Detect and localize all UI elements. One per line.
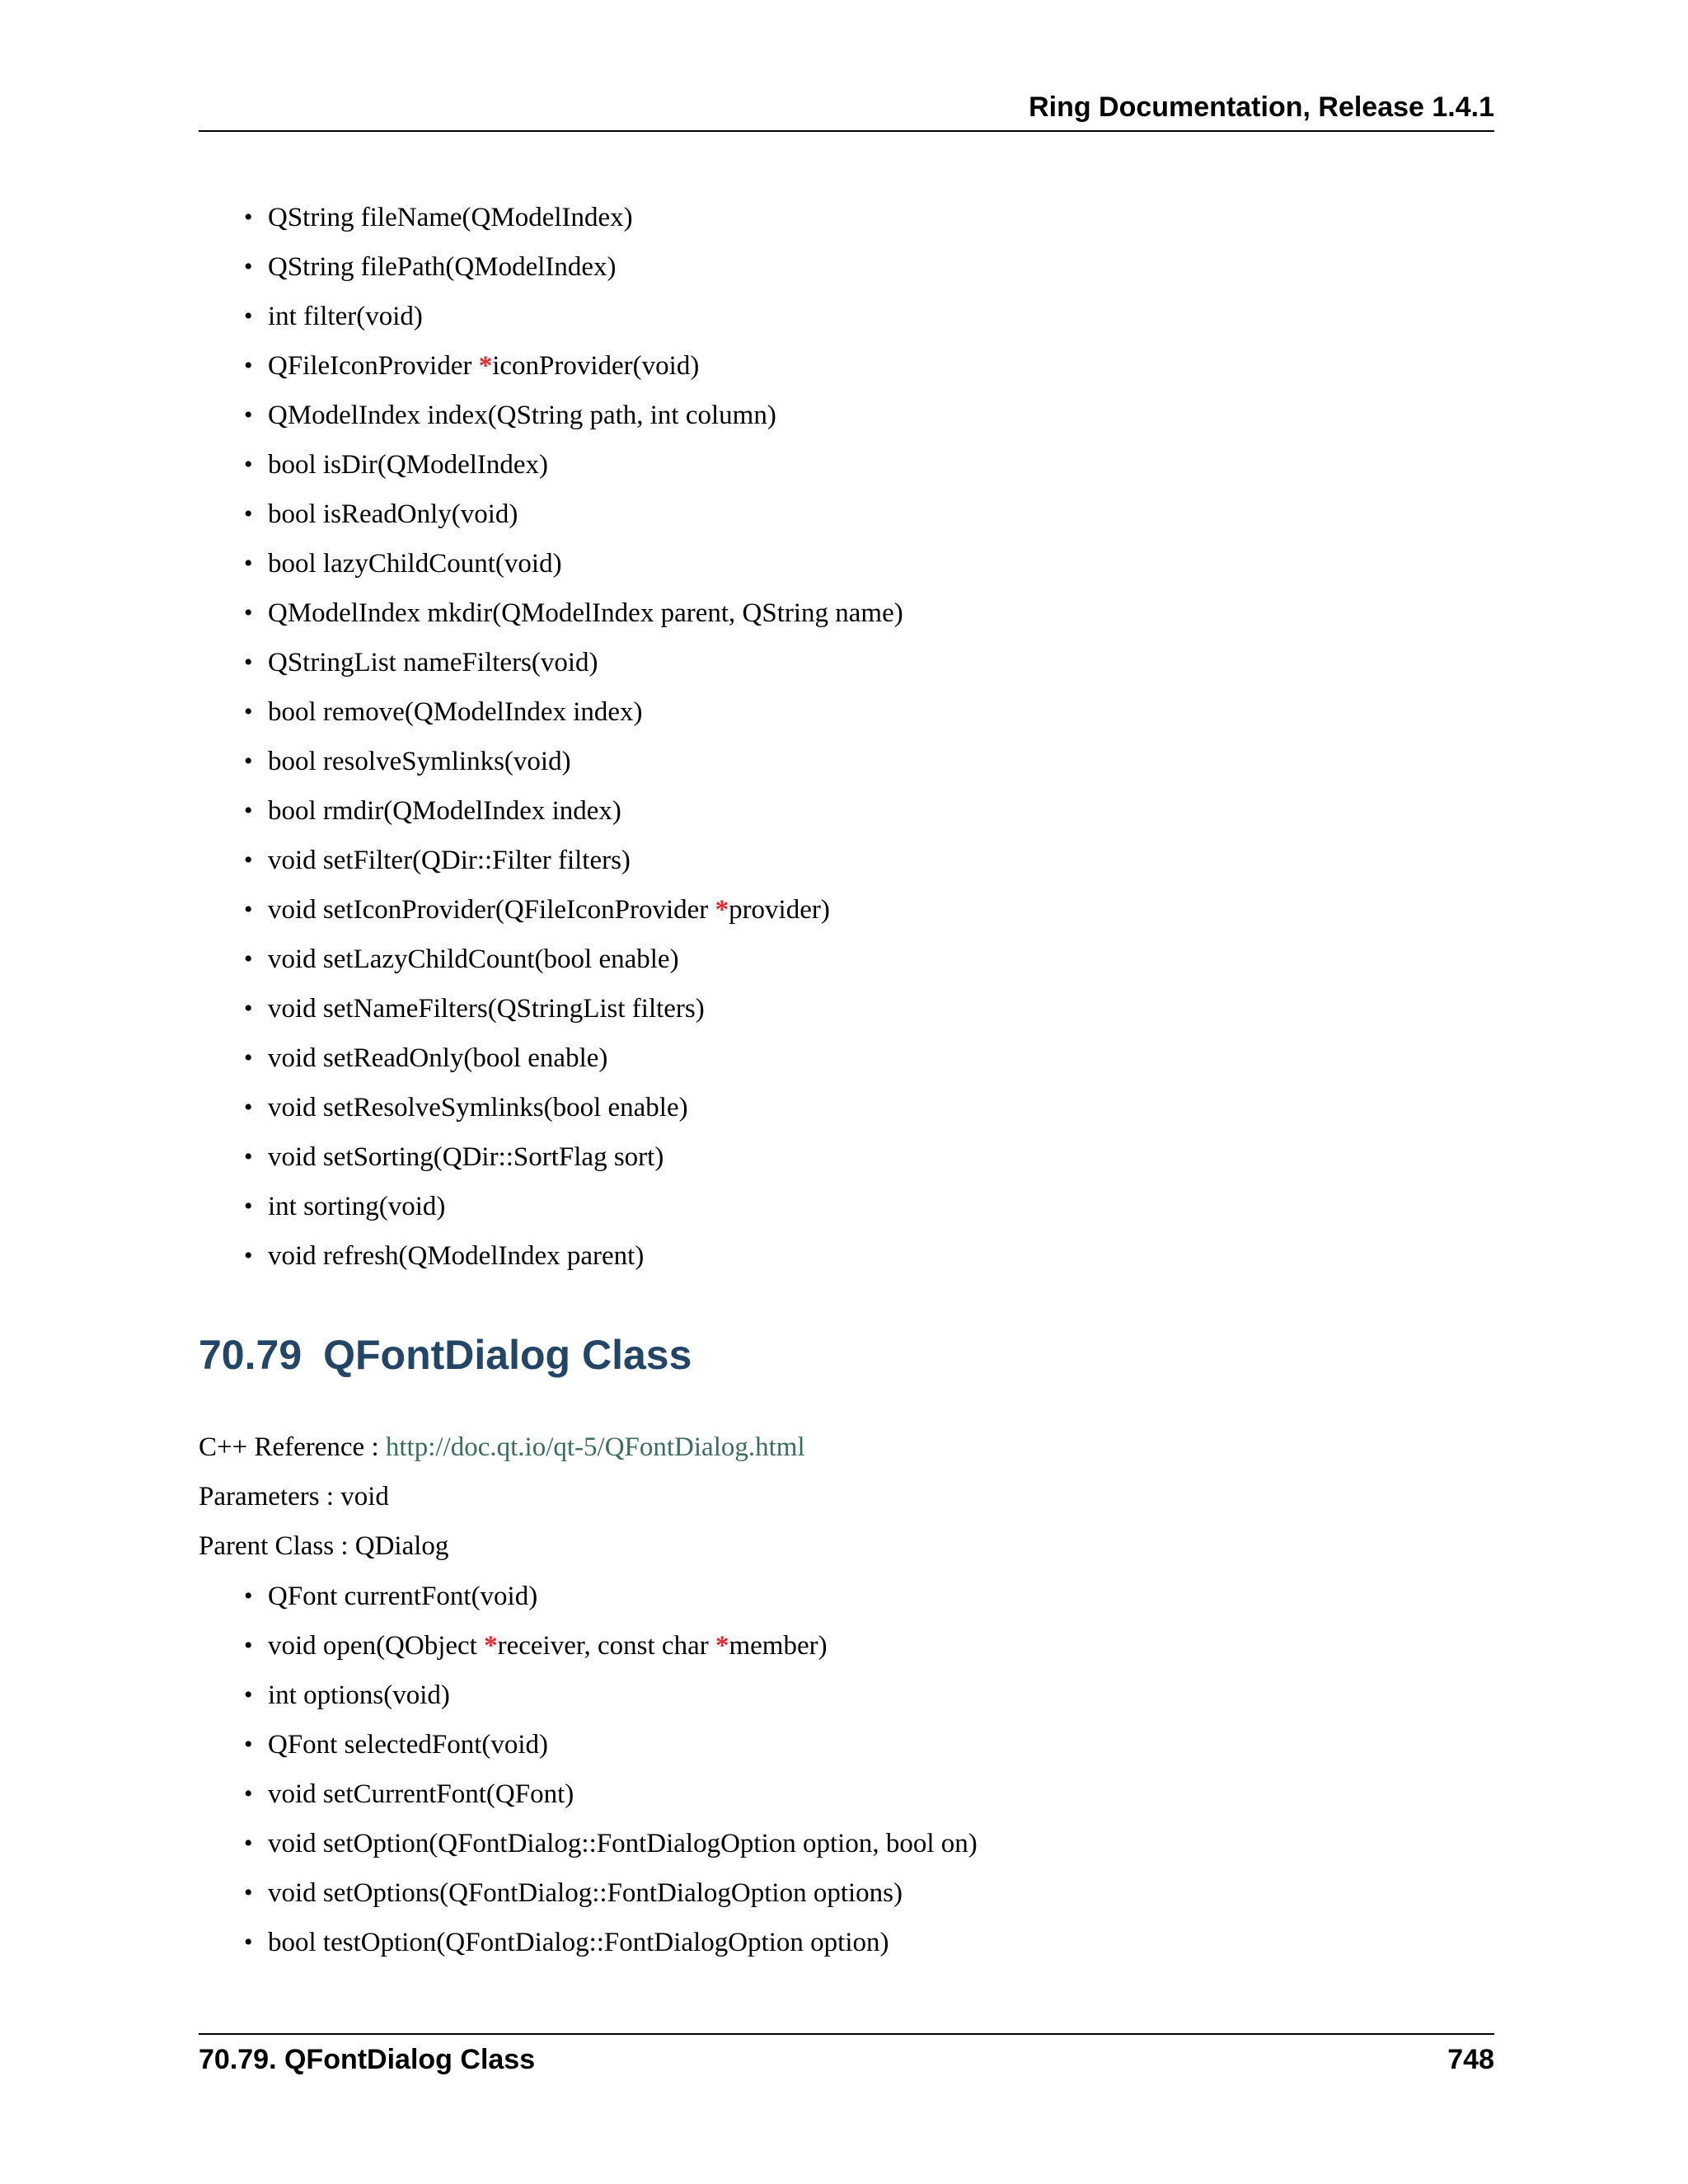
pointer-asterisk: * [715,1631,729,1661]
method-text: void setReadOnly(bool enable) [268,1043,608,1073]
bullet-icon: • [244,797,253,824]
cpp-reference-link[interactable]: http://doc.qt.io/qt-5/QFontDialog.html [385,1432,805,1462]
bullet-icon: • [244,1242,253,1269]
method-item [199,1671,978,1720]
qfilesystemmodel-method-list [199,193,903,1281]
method-text: QModelIndex index(QString path, int column) [268,401,776,430]
method-text: int options(void) [268,1680,450,1710]
pointer-asterisk: * [484,1631,498,1661]
method-text: bool remove(QModelIndex index) [268,697,643,727]
page-footer [199,2033,1494,2075]
method-item [199,1621,978,1671]
cpp-reference-line [199,1422,805,1472]
method-item [199,1918,978,1967]
qfontdialog-method-list [199,1572,978,1967]
method-text: bool lazyChildCount(void) [268,549,562,579]
method-item [199,1231,903,1281]
method-item [199,1132,903,1182]
method-item [199,836,903,885]
method-item [199,193,903,242]
method-text: int filter(void) [268,302,423,331]
method-text: void setCurrentFont(QFont) [268,1779,574,1809]
pointer-asterisk: * [478,351,493,381]
method-item [199,737,903,786]
method-item [199,341,903,391]
method-item [199,490,903,539]
method-item [199,1720,978,1769]
method-item [199,1819,978,1868]
method-text: void setNameFilters(QStringList filters) [268,994,705,1024]
method-text: provider) [729,895,830,925]
method-text: void setIconProvider(QFileIconProvider [268,895,715,925]
method-text: QFont selectedFont(void) [268,1730,549,1760]
method-item [199,786,903,836]
bullet-icon: • [244,1879,253,1906]
method-text: bool resolveSymlinks(void) [268,747,571,776]
method-text: void refresh(QModelIndex parent) [268,1241,645,1271]
method-text: void setLazyChildCount(bool enable) [268,944,679,974]
method-item [199,539,903,588]
method-text: member) [729,1631,828,1661]
bullet-icon: • [244,204,253,231]
cpp-reference-label: C++ Reference : [199,1432,386,1462]
bullet-icon: • [244,698,253,725]
method-item [199,242,903,292]
bullet-icon: • [244,1731,253,1758]
method-item [199,588,903,638]
footer-section-title: 70.79. QFontDialog Class [199,2044,536,2075]
method-text: int sorting(void) [268,1192,446,1221]
method-text: bool isDir(QModelIndex) [268,450,549,480]
method-item [199,1033,903,1083]
bullet-icon: • [244,1094,253,1121]
bullet-icon: • [244,1044,253,1071]
method-text: iconProvider(void) [492,351,700,381]
page-number: 748 [1447,2044,1494,2075]
bullet-icon: • [244,945,253,972]
bullet-icon: • [244,253,253,280]
method-text: QString filePath(QModelIndex) [268,252,617,282]
method-item [199,935,903,984]
section-number: 70.79 [199,1332,302,1378]
parameters-line: Parameters : void [199,1482,389,1511]
method-text: bool testOption(QFontDialog::FontDialogOption option) [268,1928,889,1957]
bullet-icon: • [244,1632,253,1659]
method-text: void setSorting(QDir::SortFlag sort) [268,1142,664,1172]
bullet-icon: • [244,401,253,429]
bullet-icon: • [244,1830,253,1857]
method-item [199,1083,903,1132]
bullet-icon: • [244,748,253,775]
method-text: QFileIconProvider [268,351,479,381]
method-item [199,1868,978,1918]
bullet-icon: • [244,550,253,577]
method-text: void setOption(QFontDialog::FontDialogOption option, bool on) [268,1829,978,1858]
pointer-asterisk: * [715,895,729,925]
bullet-icon: • [244,352,253,379]
bullet-icon: • [244,649,253,676]
method-item [199,885,903,935]
bullet-icon: • [244,1780,253,1807]
bullet-icon: • [244,500,253,527]
method-item [199,440,903,490]
section-title: QFontDialog Class [323,1332,692,1378]
bullet-icon: • [244,896,253,923]
bullet-icon: • [244,1143,253,1170]
bullet-icon: • [244,599,253,626]
bullet-icon: • [244,451,253,478]
method-item [199,292,903,341]
method-item [199,1182,903,1231]
method-text: bool rmdir(QModelIndex index) [268,796,621,826]
parent-class-line: Parent Class : QDialog [199,1531,449,1561]
bullet-icon: • [244,846,253,874]
running-title: Ring Documentation, Release 1.4.1 [1029,91,1494,123]
method-item [199,391,903,440]
method-text: void setFilter(QDir::Filter filters) [268,846,631,875]
method-item [199,1769,978,1819]
bullet-icon: • [244,302,253,330]
method-text: QString fileName(QModelIndex) [268,203,633,232]
bullet-icon: • [244,1681,253,1708]
method-text: QModelIndex mkdir(QModelIndex parent, QString name) [268,598,903,628]
method-item [199,638,903,687]
method-item [199,687,903,737]
page-header [199,91,1494,132]
method-item [199,984,903,1033]
method-text: bool isReadOnly(void) [268,499,518,529]
method-text: void open(QObject [268,1631,485,1661]
method-text: void setOptions(QFontDialog::FontDialogOption options) [268,1878,903,1908]
section-heading [199,1330,692,1380]
method-text: void setResolveSymlinks(bool enable) [268,1093,688,1122]
bullet-icon: • [244,1193,253,1220]
bullet-icon: • [244,1929,253,1956]
method-text: QStringList nameFilters(void) [268,648,598,677]
bullet-icon: • [244,995,253,1022]
method-text: QFont currentFont(void) [268,1582,538,1611]
bullet-icon: • [244,1582,253,1610]
method-item [199,1572,978,1621]
method-text: receiver, const char [497,1631,715,1661]
